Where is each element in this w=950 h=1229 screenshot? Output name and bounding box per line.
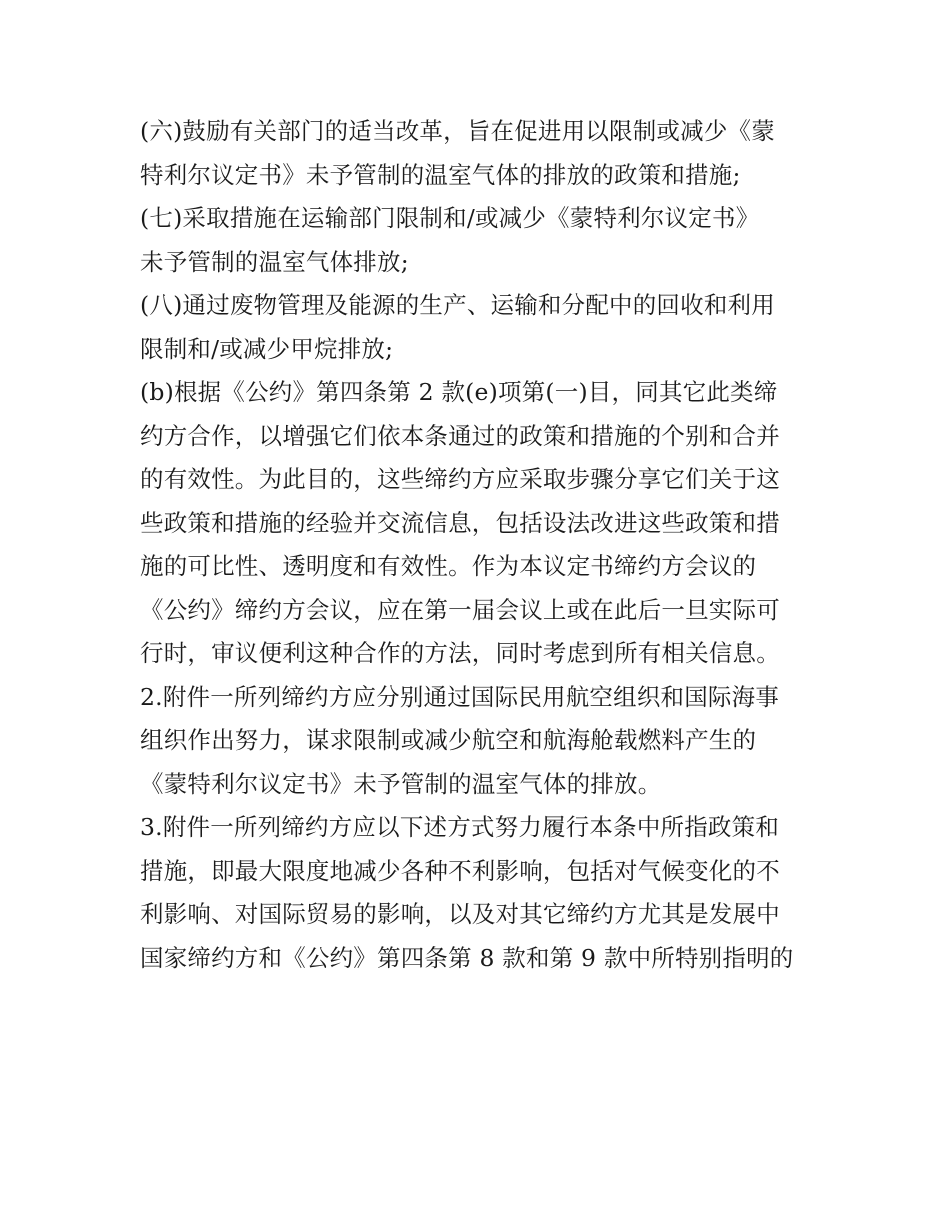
- text-line: 的有效性。为此目的，这些缔约方应采取步骤分享它们关于这: [140, 465, 780, 493]
- text-line: 2.附件一所列缔约方应分别通过国际民用航空组织和国际海事: [140, 682, 780, 711]
- text-line: 限制和/或减少甲烷排放;: [140, 334, 394, 363]
- text-line: 3.附件一所列缔约方应以下述方式努力履行本条中所指政策和: [140, 813, 780, 841]
- text-line: 约方合作，以增强它们依本条通过的政策和措施的个别和合并: [140, 421, 780, 450]
- text-line: 组织作出努力，谋求限制或减少航空和航海舱载燃料产生的: [140, 726, 757, 754]
- text-line: 特利尔议定书》未予管制的温室气体的排放的政策和措施;: [140, 160, 741, 189]
- text-line: 利影响、对国际贸易的影响，以及对其它缔约方尤其是发展中: [140, 900, 780, 928]
- text-line: (八)通过废物管理及能源的生产、运输和分配中的回收和利用: [140, 291, 775, 319]
- text-line: 《蒙特利尔议定书》未予管制的温室气体的排放。: [140, 769, 662, 798]
- text-line: 行时，审议便利这种合作的方法，同时考虑到所有相关信息。: [140, 639, 780, 667]
- text-line: 措施，即最大限度地减少各种不利影响，包括对气候变化的不: [140, 856, 780, 885]
- text-line: (六)鼓励有关部门的适当改革，旨在促进用以限制或减少《蒙: [140, 117, 775, 145]
- text-line: 施的可比性、透明度和有效性。作为本议定书缔约方会议的: [140, 552, 757, 580]
- text-line: 些政策和措施的经验并交流信息，包括设法改进这些政策和措: [140, 508, 780, 537]
- text-line: (b)根据《公约》第四条第 2 款(e)项第(一)目，同其它此类缔: [140, 378, 778, 406]
- text-line: 《公约》缔约方会议，应在第一届会议上或在此后一旦实际可: [140, 595, 780, 624]
- text-line: 未予管制的温室气体排放;: [140, 247, 409, 276]
- text-line: (七)采取措施在运输部门限制和/或减少《蒙特利尔议定书》: [140, 204, 760, 232]
- text-line: 国家缔约方和《公约》第四条第 8 款和第 9 款中所特别指明的: [140, 943, 794, 972]
- body-text: [140, 110, 820, 980]
